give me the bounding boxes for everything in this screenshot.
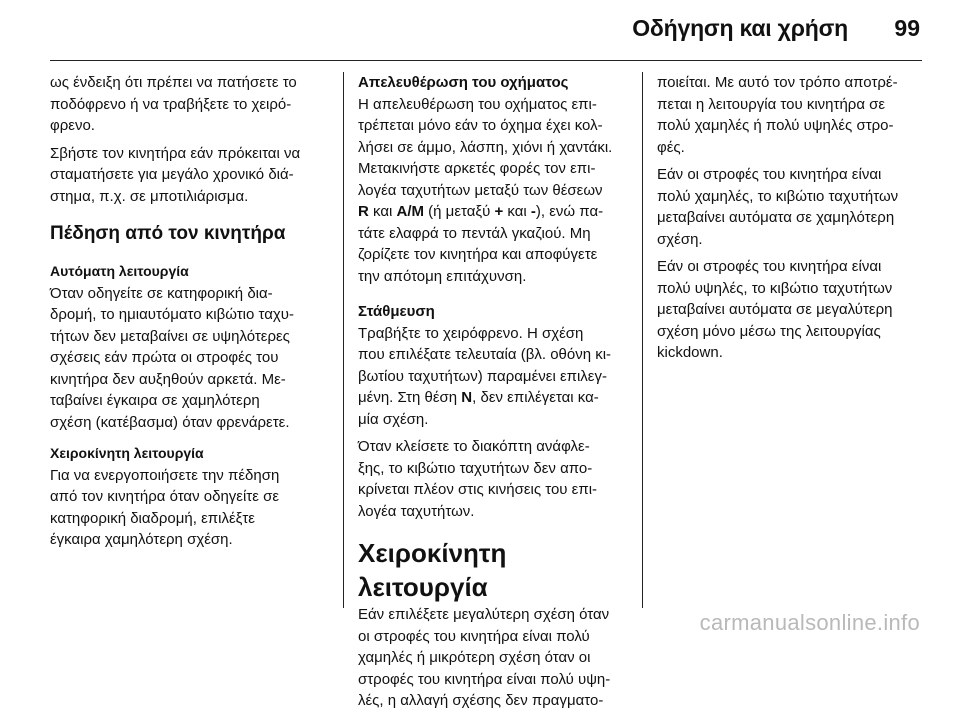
- section-heading-manual-mode: Χειροκίνητη λειτουργία: [358, 538, 507, 602]
- gear-key-minus: -: [530, 203, 536, 220]
- text-line: ξης, το κιβώτιο ταχυτήτων δεν απο-: [358, 459, 593, 477]
- gear-key-n: N: [461, 389, 473, 406]
- subheading-vehicle-release: Απελευθέρωση του οχήματος: [358, 74, 569, 91]
- text-line: λογέα ταχυτήτων μεταξύ των θέσεων: [358, 181, 603, 199]
- text-line: πολύ χαμηλές ή πολύ υψηλές στρο-: [657, 117, 894, 134]
- paragraph: [358, 604, 630, 712]
- paragraph: [657, 256, 925, 364]
- text-line: οι στροφές του κινητήρα είναι πολύ: [358, 627, 590, 645]
- text-line: Εάν οι στροφές του κινητήρα είναι: [657, 258, 882, 275]
- paragraph: [358, 323, 630, 431]
- text-line: σχέση (κατέβασμα) όταν φρενάρετε.: [50, 413, 290, 431]
- column-1: [50, 72, 326, 551]
- text-line: ταβαίνει έγκαιρα σε χαμηλότερη: [50, 392, 260, 409]
- text-line: Μετακινήστε αρκετές φορές τον επι-: [358, 160, 596, 177]
- text-line: μένη. Στη θέση N, δεν επιλέγεται κα-: [358, 389, 599, 406]
- text-line: σχέση.: [657, 230, 703, 248]
- text-line: λήσει σε άμμο, λάσπη, χιόνι ή χαντάκι.: [358, 138, 613, 156]
- column-2: [358, 72, 630, 712]
- text-line: kickdown.: [657, 344, 723, 361]
- text-line: σταματήσετε για μεγάλο χρονικό διά-: [50, 166, 294, 183]
- text-line: πολύ χαμηλές, το κιβώτιο ταχυτήτων: [657, 187, 899, 205]
- text-line: τάτε ελαφρά το πεντάλ γκαζιού. Μη: [358, 224, 591, 242]
- text-line: έγκαιρα χαμηλότερη σχέση.: [50, 531, 233, 548]
- text-line: στημα, π.χ. σε μποτιλιάρισμα.: [50, 187, 249, 205]
- subheading-automatic-mode: Αυτόματη λειτουργία: [50, 263, 189, 279]
- text-line: κινητήρα δεν αυξηθούν αρκετά. Με-: [50, 370, 286, 388]
- paragraph: [50, 143, 326, 208]
- text-line: χαμηλές ή μικρότερη σχέση όταν οι: [358, 649, 591, 666]
- text-line: πολύ υψηλές, το κιβώτιο ταχυτήτων: [657, 279, 893, 297]
- text-line: τήτων δεν μεταβαίνει σε υψηλότερες: [50, 327, 290, 345]
- text-line: μεταβαίνει αυτόματα σε χαμηλότερη: [657, 209, 895, 226]
- text-line: Εάν οι στροφές του κινητήρα είναι: [657, 166, 882, 183]
- watermark: carmanualsonline.info: [699, 610, 920, 635]
- text-line: ζορίζετε τον κινητήρα και αποφύγετε: [358, 246, 598, 263]
- gear-key-r: R: [358, 203, 369, 220]
- text-line: ποδόφρενο ή να τραβήξετε το χειρό-: [50, 95, 292, 113]
- subheading-parking: Στάθμευση: [358, 303, 435, 320]
- column-3: [657, 72, 925, 364]
- text-line: πεται η λειτουργία του κινητήρα σε: [657, 95, 886, 113]
- page-number: 99: [894, 15, 920, 41]
- paragraph: [50, 283, 326, 434]
- paragraph: [50, 465, 326, 551]
- text-line: R και A/M (ή μεταξύ + και -), ενώ πα-: [358, 203, 604, 220]
- header-divider: [50, 60, 922, 61]
- text-line: μία σχέση.: [358, 410, 429, 428]
- text-line: φές.: [657, 138, 685, 156]
- text-line: σχέση μόνο μέσω της λειτουργίας: [657, 322, 881, 340]
- text-line: Όταν κλείσετε το διακόπτη ανάφλε-: [358, 438, 590, 455]
- text-line: φρενο.: [50, 117, 95, 134]
- text-line: στροφές του κινητήρα είναι πολύ υψη-: [358, 670, 611, 688]
- text-line: Εάν επιλέξετε μεγαλύτερη σχέση όταν: [358, 606, 610, 623]
- paragraph: [50, 72, 326, 137]
- text-line: κατηφορική διαδρομή, επιλέξτε: [50, 509, 255, 527]
- column-divider-2: [642, 72, 643, 608]
- text-line: τρέπεται μόνο εάν το όχημα έχει κολ-: [358, 117, 603, 134]
- gear-key-plus: +: [494, 203, 504, 220]
- text-line: ποιείται. Με αυτό τον τρόπο αποτρέ-: [657, 74, 898, 91]
- text-line: Όταν οδηγείτε σε κατηφορική δια-: [50, 284, 273, 302]
- text-line: από τον κινητήρα όταν οδηγείτε σε: [50, 488, 280, 505]
- text-line: που επιλέξατε τελευταία (βλ. οθόνη κι-: [358, 346, 612, 363]
- text-line: Σβήστε τον κινητήρα εάν πρόκειται να: [50, 144, 301, 162]
- gear-key-am: A/M: [396, 203, 424, 220]
- text-line: λές, η αλλαγή σχέσης δεν πραγματο-: [358, 692, 604, 709]
- paragraph: [358, 94, 630, 288]
- subheading-manual-mode: Χειροκίνητη λειτουργία: [50, 445, 204, 461]
- text-line: σχέσεις εάν πρώτα οι στροφές του: [50, 349, 279, 366]
- text-line: Τραβήξτε το χειρόφρενο. Η σχέση: [358, 324, 584, 342]
- text-line: Για να ενεργοποιήσετε την πέδηση: [50, 466, 280, 484]
- paragraph: [657, 164, 925, 250]
- column-divider-1: [343, 72, 344, 608]
- paragraph: [358, 436, 630, 522]
- paragraph: [657, 72, 925, 158]
- text-line: δρομή, το ημιαυτόματο κιβώτιο ταχυ-: [50, 306, 294, 323]
- text-line: την απότομη επιτάχυνση.: [358, 267, 527, 285]
- text-line: βωτίου ταχυτήτων) παραμένει επιλεγ-: [358, 367, 607, 385]
- text-line: μεταβαίνει αυτόματα σε μεγαλύτερη: [657, 301, 893, 318]
- text-line: λογέα ταχυτήτων.: [358, 502, 475, 520]
- text-line: Η απελευθέρωση του οχήματος επι-: [358, 95, 597, 113]
- header-title: Οδήγηση και χρήση: [632, 15, 848, 41]
- text-line: κρίνεται πλέον στις κινήσεις του επι-: [358, 481, 598, 498]
- text-line: ως ένδειξη ότι πρέπει να πατήσετε το: [50, 74, 297, 91]
- section-heading-engine-braking: Πέδηση από τον κινητήρα: [50, 223, 286, 244]
